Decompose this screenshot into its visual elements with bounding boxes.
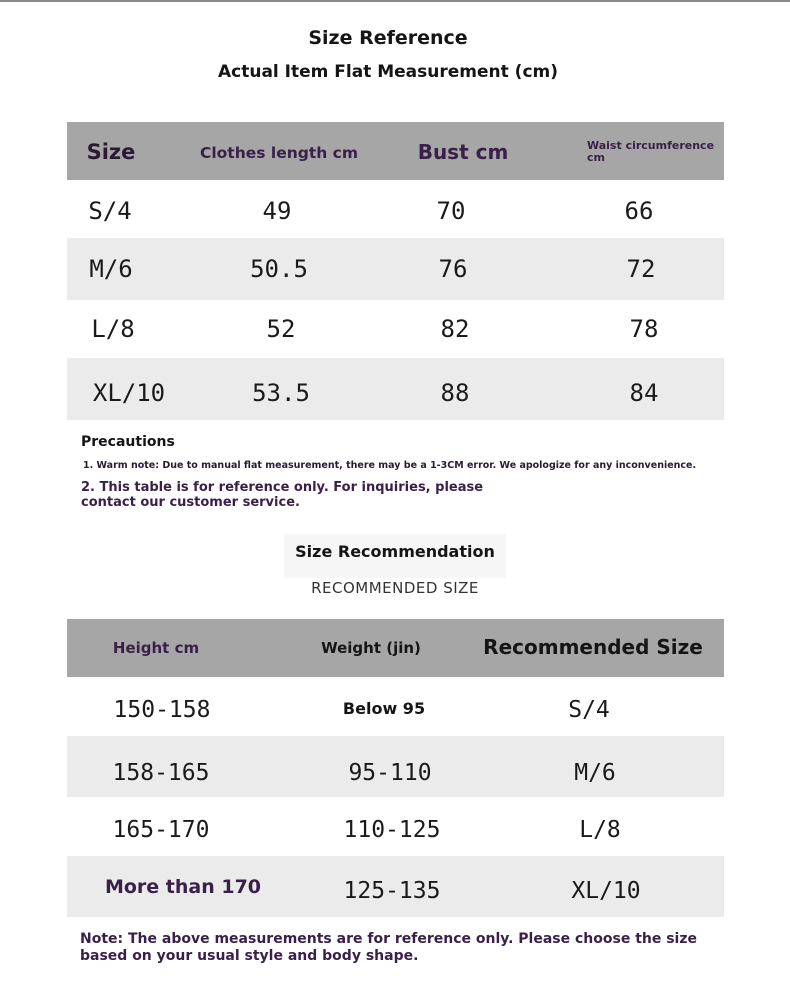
recommendation-title: Size Recommendation [295,542,495,561]
col-recommended-size: Recommended Size [483,635,703,659]
weight-cell: 125-135 [343,878,441,904]
bust-cell: 76 [438,255,468,283]
length-cell: 50.5 [250,255,308,283]
size-cell: M/6 [89,255,133,283]
page-subtitle: Actual Item Flat Measurement (cm) [217,62,559,82]
size-row-band [67,238,724,300]
waist-cell: 66 [624,197,654,225]
col-waist: Waist circumference cm [587,139,715,164]
size-table-header [67,122,724,180]
col-size: Size [86,140,136,164]
recommendation-table [67,619,724,917]
length-cell: 53.5 [252,379,310,407]
size-table [67,122,724,420]
bust-cell: 82 [440,315,470,343]
col-height: Height cm [112,639,200,657]
recommendation-subtitle: RECOMMENDED SIZE [311,579,479,597]
weight-cell: Below 95 [342,699,426,718]
footer-note: Note: The above measurements are for reference only. Please choose the size based on your usual style and body shape. [80,931,697,964]
length-cell: 52 [266,315,296,343]
size-cell: S/4 [88,197,132,225]
recommended-size-cell: S/4 [568,697,610,723]
weight-cell: 95-110 [348,760,432,786]
top-divider [0,0,790,2]
waist-cell: 72 [626,255,656,283]
precaution-note-2: 2. This table is for reference only. For inquiries, please contact our customer service. [81,480,484,510]
page-title: Size Reference [308,27,468,49]
length-cell: 49 [262,197,292,225]
recommended-size-cell: L/8 [579,817,621,843]
recommended-size-cell: M/6 [574,760,616,786]
col-bust: Bust cm [417,140,509,164]
waist-cell: 84 [629,379,659,407]
waist-cell: 78 [629,315,659,343]
bust-cell: 70 [436,197,466,225]
bust-cell: 88 [440,379,470,407]
precaution-note-1: 1. Warm note: Due to manual flat measurement, there may be a 1-3CM error. We apologize for any inconvenience. [83,460,697,471]
height-cell: 150-158 [113,697,211,723]
height-cell: 158-165 [112,760,210,786]
height-cell: More than 170 [104,876,262,898]
size-cell: XL/10 [92,379,166,407]
height-cell: 165-170 [112,817,210,843]
col-clothes-length: Clothes length cm [199,144,359,162]
col-weight: Weight (jin) [321,639,421,657]
size-cell: L/8 [91,315,135,343]
precautions-title: Precautions [81,434,175,450]
recommended-size-cell: XL/10 [571,878,641,904]
weight-cell: 110-125 [343,817,441,843]
recommendation-table-header [67,619,724,677]
size-row-band [67,358,724,420]
